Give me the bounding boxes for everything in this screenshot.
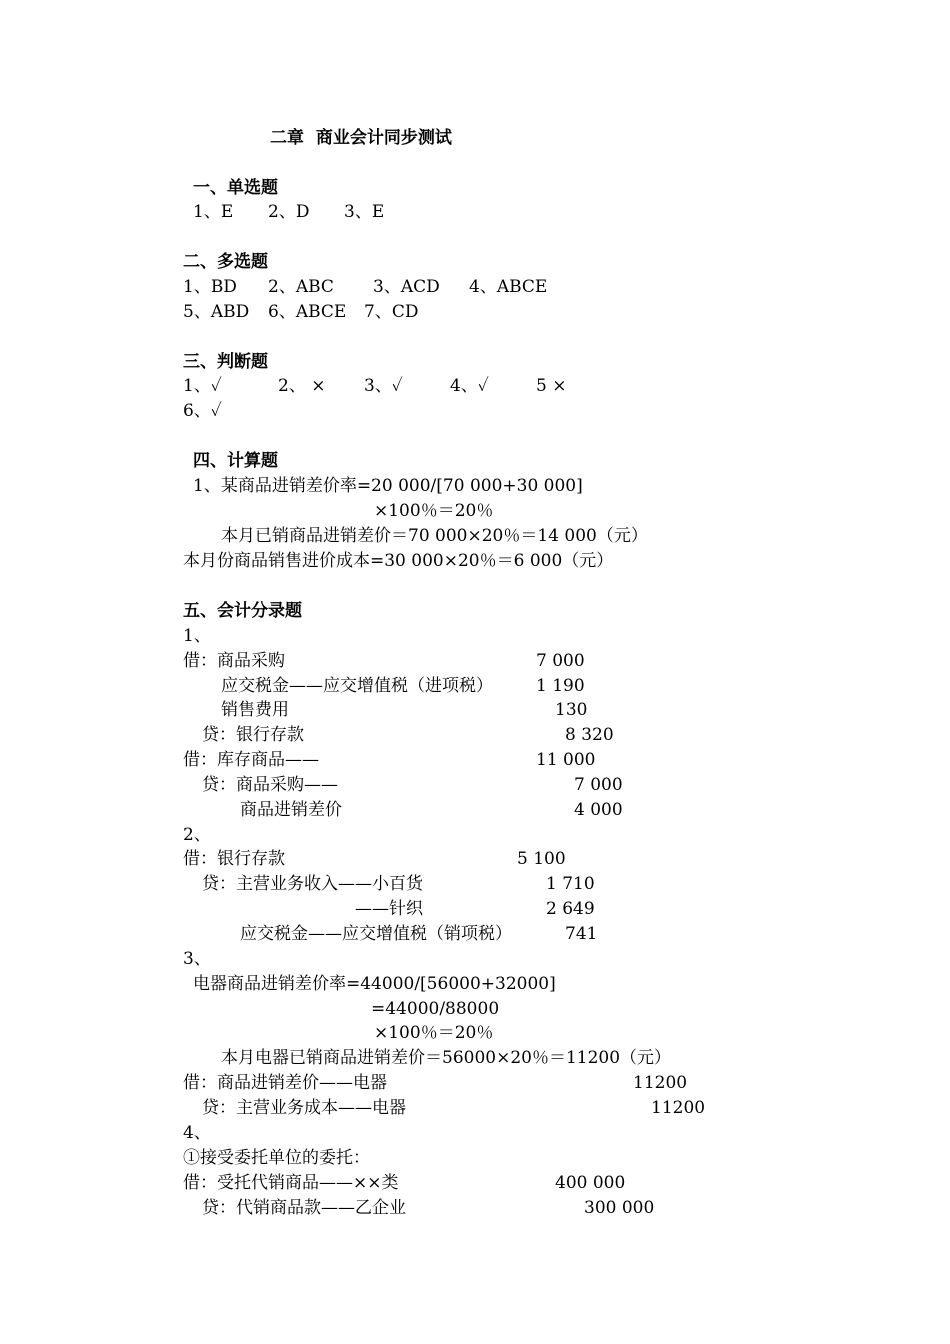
question-number: 1、 (183, 626, 211, 646)
entry-amount: 400 000 (555, 1173, 626, 1193)
question-number: 2、 (183, 825, 211, 845)
entry-amount: 11 000 (536, 750, 596, 770)
entry-label: 应交税金——应交增值税（销项税） (240, 924, 512, 944)
entry-label: 贷：商品采购—— (202, 775, 338, 795)
section-heading-multi: 二、多选题 (183, 252, 268, 272)
entry-amount: 130 (555, 700, 588, 720)
entry-label: 借：受托代销商品——××类 (183, 1173, 399, 1193)
answer-item: 4、ABCE (469, 277, 548, 297)
calc-line: 本月已销商品进销差价＝70 000×20％＝14 000（元） (221, 526, 648, 546)
question-number: 3、 (183, 949, 211, 969)
answer-item: 2、 × (278, 376, 326, 396)
entry-amount: 4 000 (574, 800, 623, 820)
answer-item: 3、✓ (364, 376, 403, 396)
sub-heading: ①接受委托单位的委托： (183, 1148, 370, 1168)
entry-amount: 11200 (633, 1073, 688, 1093)
entry-amount: 741 (565, 924, 598, 944)
entry-label: 借：银行存款 (183, 849, 285, 869)
answer-item: 6、ABCE (268, 302, 347, 322)
calc-line: =44000/88000 (371, 999, 500, 1019)
calc-line: 本月电器已销商品进销差价＝56000×20％＝11200（元） (221, 1048, 672, 1068)
calc-line: 1、某商品进销差价率=20 000/[70 000+30 000] (193, 476, 583, 496)
entry-label: 贷：代销商品款——乙企业 (202, 1198, 406, 1218)
entry-amount: 2 649 (546, 899, 595, 919)
calc-line: ×100％＝20％ (374, 501, 494, 521)
calc-line: ×100％＝20％ (374, 1023, 494, 1043)
entry-label: 商品进销差价 (240, 800, 342, 820)
entry-label: 销售费用 (221, 700, 289, 720)
answer-item: 1、✓ (183, 376, 222, 396)
entry-label: 应交税金——应交增值税（进项税） (221, 676, 493, 696)
answer-item: 2、ABC (268, 277, 334, 297)
answer-item: 2、D (268, 202, 310, 222)
entry-amount: 7 000 (536, 651, 585, 671)
entry-amount: 5 100 (517, 849, 566, 869)
section-heading-entries: 五、会计分录题 (183, 601, 302, 621)
entry-label: 贷：主营业务成本——电器 (202, 1098, 406, 1118)
page-title: 二章 商业会计同步测试 (270, 128, 452, 148)
entry-amount: 7 000 (574, 775, 623, 795)
entry-label: 借：商品进销差价——电器 (183, 1073, 387, 1093)
entry-amount: 1 190 (536, 676, 585, 696)
section-heading-single: 一、单选题 (193, 178, 278, 198)
entry-amount: 11200 (651, 1098, 706, 1118)
entry-label: ——针织 (355, 899, 423, 919)
answer-item: 4、✓ (450, 376, 489, 396)
answer-item: 1、E (193, 202, 234, 222)
answer-item: 1、BD (183, 277, 237, 297)
calc-line: 本月份商品销售进价成本=30 000×20％＝6 000（元） (183, 551, 614, 571)
entry-label: 借：商品采购 (183, 651, 285, 671)
entry-label: 贷：银行存款 (202, 725, 304, 745)
entry-amount: 1 710 (546, 874, 595, 894)
question-number: 4、 (183, 1123, 211, 1143)
answer-item: 3、E (344, 202, 385, 222)
section-heading-judge: 三、判断题 (183, 352, 268, 372)
entry-amount: 300 000 (584, 1198, 655, 1218)
entry-amount: 8 320 (565, 725, 614, 745)
calc-line: 电器商品进销差价率=44000/[56000+32000] (193, 974, 556, 994)
entry-label: 借：库存商品—— (183, 750, 319, 770)
answer-item: 6、✓ (183, 401, 222, 421)
entry-label: 贷：主营业务收入——小百货 (202, 874, 423, 894)
answer-item: 5 × (536, 376, 567, 396)
answer-item: 3、ACD (373, 277, 440, 297)
answer-item: 7、CD (364, 302, 419, 322)
answer-item: 5、ABD (183, 302, 250, 322)
section-heading-calc: 四、计算题 (193, 451, 278, 471)
